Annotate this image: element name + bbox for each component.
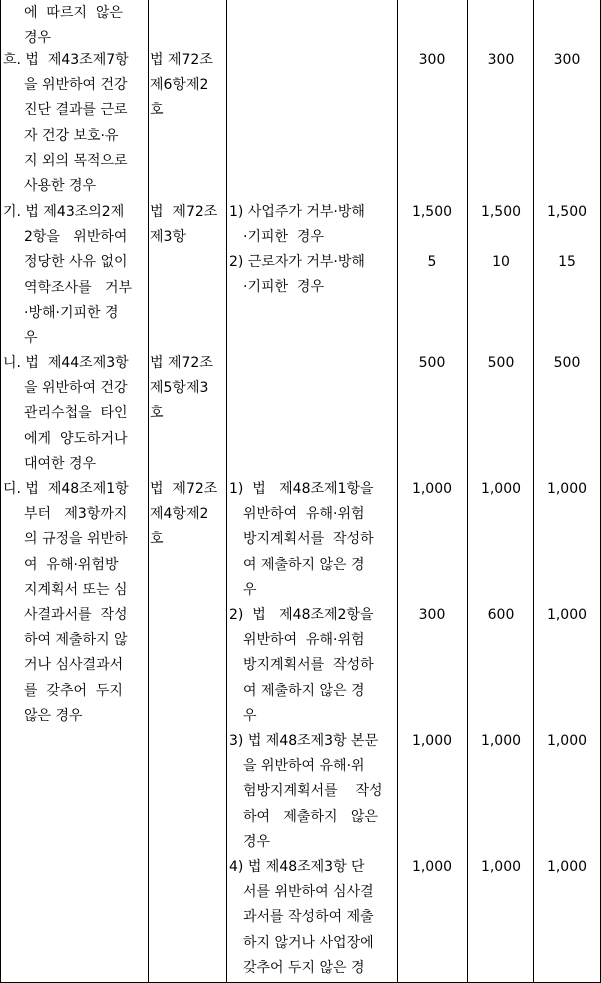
sub-item-text: 2) 근로자가 거부·방해: [229, 254, 365, 270]
violation-text: 2항을 위반하여: [24, 229, 128, 246]
legal-basis-text: 호: [150, 405, 164, 422]
sub-item-text: 험방지계획서를 작성: [243, 783, 383, 800]
sub-item-text: 서를 위반하여 심사결: [243, 884, 374, 901]
penalty-amount: 5: [427, 254, 437, 270]
penalty-amount: 1,000: [546, 733, 588, 749]
penalty-amount: 1,500: [480, 204, 522, 220]
penalty-amount: 1,000: [411, 733, 453, 749]
penalty-amount: 1,000: [546, 607, 588, 623]
penalty-amount: 10: [492, 254, 510, 270]
legal-basis-text: 법 제72조: [150, 52, 213, 68]
penalty-amount: 1,500: [546, 204, 588, 220]
legal-basis-text: 법 제72조: [150, 204, 218, 220]
sub-item-text: 방지계획서를 작성하: [243, 531, 374, 548]
sub-item-text: 3) 법 제48조제3항 본문: [229, 733, 379, 749]
sub-item-text: 여 제출하지 않은 경: [243, 556, 365, 573]
violation-text: 우: [24, 330, 38, 346]
legal-basis-text: 제5항제3: [150, 380, 209, 397]
sub-item-text: ·기피한 경우: [243, 229, 324, 246]
violation-text: 의 규정을 위반하: [24, 531, 128, 548]
violation-text: 역학조사를 거부: [24, 279, 133, 296]
penalty-amount: 1,000: [480, 733, 522, 749]
legal-basis-text: 법 제72조: [150, 355, 213, 371]
penalty-amount: 1,000: [546, 481, 588, 497]
penalty-amount: 1,000: [480, 481, 522, 497]
penalty-amount: 1,000: [411, 481, 453, 497]
violation-text: 부터 제3항까지: [24, 506, 128, 523]
violation-text: 디. 법 제48조제1항: [3, 481, 129, 497]
legal-basis-text: 호: [150, 531, 164, 548]
penalty-amount: 500: [418, 355, 446, 371]
sub-item-text: 여 제출하지 않은 경: [243, 682, 365, 699]
column-divider: [148, 0, 149, 983]
table-border-left: [0, 0, 1, 983]
violation-text: ·방해·기피한 경: [24, 304, 119, 321]
violation-text: 여 유해·위험방: [24, 556, 119, 573]
sub-item-text: 을 위반하여 유해·위: [243, 758, 365, 775]
sub-item-text: 갖추어 두지 않은 경: [243, 959, 365, 976]
sub-item-text: 하지 않거나 사업장에: [243, 934, 374, 951]
penalty-amount: 1,000: [480, 859, 522, 875]
violation-text: 않은 경우: [24, 707, 83, 724]
violation-text: 정당한 사유 없이: [24, 254, 128, 271]
sub-item-text: 경우: [243, 833, 271, 850]
penalty-amount: 1,000: [546, 859, 588, 875]
legal-basis-text: 제6항제2: [150, 77, 209, 94]
penalty-amount: 1,000: [411, 859, 453, 875]
sub-item-text: ·기피한 경우: [243, 279, 324, 296]
penalty-amount: 300: [553, 52, 581, 68]
sub-item-text: 과서를 작성하여 제출: [243, 909, 374, 926]
legal-basis-text: 제4항제2: [150, 506, 209, 523]
violation-text: 거나 심사결과서: [24, 657, 124, 674]
penalty-amount: 600: [487, 607, 515, 623]
penalty-amount: 500: [553, 355, 581, 371]
violation-text: 을 위반하여 건강: [24, 380, 128, 397]
violation-text: 흐. 법 제43조제7항: [3, 52, 129, 68]
penalty-amount: 300: [418, 52, 446, 68]
violation-text: 사결과서를 작성: [24, 607, 128, 623]
sub-item-text: 우: [243, 581, 257, 598]
sub-item-text: 4) 법 제48조제3항 단: [229, 859, 365, 875]
sub-item-text: 2) 법 제48조제2항을: [229, 607, 374, 623]
penalty-amount: 300: [487, 52, 515, 68]
legal-basis-text: 호: [150, 102, 164, 119]
violation-text: 진단 결과를 근로: [24, 102, 128, 119]
violation-text: 관리수첩을 타인: [24, 405, 128, 422]
sub-item-text: 우: [243, 707, 257, 724]
violation-text: 에게 양도하거나: [24, 430, 128, 447]
penalty-amount: 15: [558, 254, 576, 270]
penalty-amount: 500: [487, 355, 515, 371]
violation-text: 경우: [24, 30, 52, 47]
sub-item-text: 하여 제출하지 않은: [243, 808, 378, 825]
sub-item-text: 1) 법 제48조제1항을: [229, 481, 374, 497]
sub-item-text: 위반하여 유해·위험: [243, 632, 365, 649]
legal-basis-text: 제3항: [150, 229, 186, 246]
violation-text: 사용한 경우: [24, 178, 97, 194]
violation-text: 기. 법 제43조의2제: [3, 204, 125, 220]
violation-text: 을 위반하여 건강: [24, 77, 128, 94]
violation-text: 지계획서 또는 심: [24, 581, 128, 598]
penalty-amount: 1,500: [411, 204, 453, 220]
violation-text: 자 건강 보호·유: [24, 127, 119, 144]
legal-basis-text: 법 제72조: [150, 481, 218, 497]
violation-text: 대여한 경우: [24, 455, 97, 472]
violation-text: 하여 제출하지 않: [24, 632, 128, 649]
column-divider: [226, 0, 227, 983]
sub-item-text: 1) 사업주가 거부·방해: [229, 204, 365, 220]
sub-item-text: 위반하여 유해·위험: [243, 506, 365, 523]
violation-text: 를 갖추어 두지: [24, 682, 123, 699]
violation-text: 에 따르지 않은: [24, 5, 123, 21]
penalty-amount: 300: [418, 607, 446, 623]
violation-text: 니. 법 제44조제3항: [3, 355, 129, 371]
sub-item-text: 방지계획서를 작성하: [243, 657, 374, 674]
violation-text: 지 외의 목적으로: [24, 152, 128, 169]
